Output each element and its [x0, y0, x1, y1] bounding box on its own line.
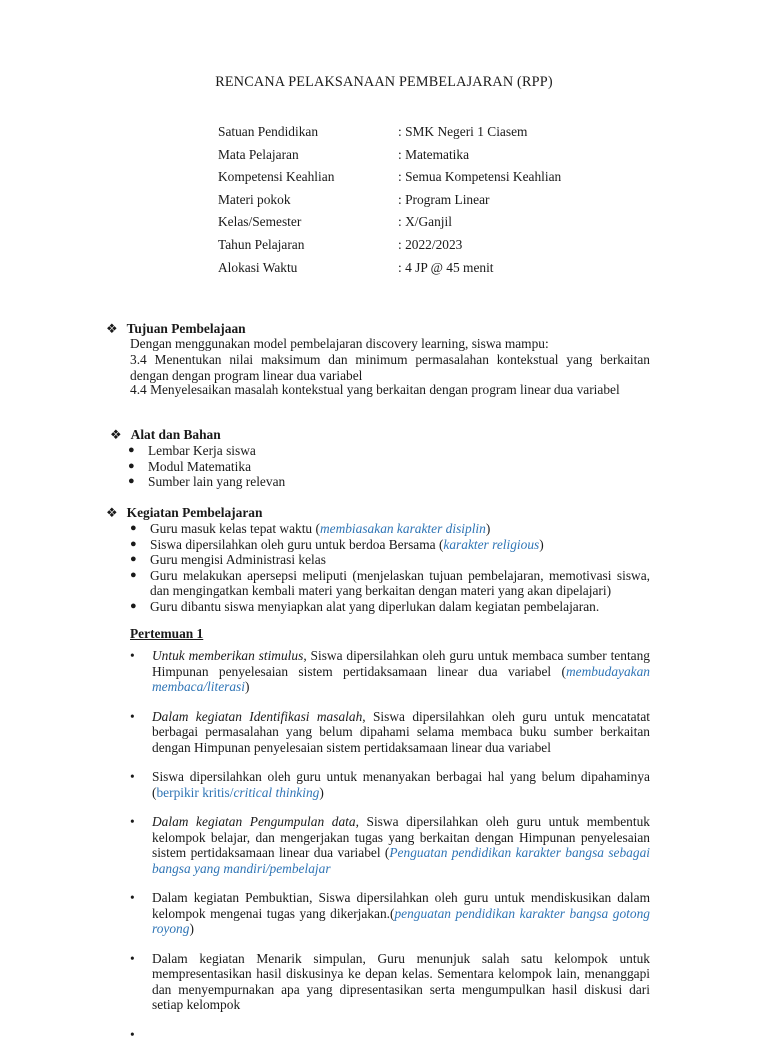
identity-label: Mata Pelajaran — [218, 147, 398, 170]
identity-label: Materi pokok — [218, 192, 398, 215]
list-item — [128, 537, 650, 553]
bullet-icon: • — [130, 709, 135, 725]
close-paren: ) — [189, 921, 193, 936]
list-item-text: Dalam kegiatan Pembuktian, Siswa dipersilahkan oleh guru untuk mendiskusikan dalam kelompok mengenai tugas yang dikerjakan.( — [152, 890, 650, 921]
section-heading-text: Tujuan Pembelajaan — [127, 321, 246, 337]
section-heading-tujuan — [106, 321, 246, 337]
list-item-text: , Siswa dipersilahkan oleh guru untuk mencatatat berbagai permasalahan yang belum dipahami selama membaca buku sumber berkaitan dengan Himpunan penyelesaian sistem pertidaksamaan linear dua variabel — [152, 709, 650, 755]
list-item — [130, 709, 650, 756]
list-item — [126, 474, 648, 490]
list-item-text: Guru mengisi Administrasi kelas — [150, 552, 326, 567]
list-item — [128, 552, 650, 568]
character-note: karakter religious — [443, 537, 539, 552]
list-item-text: Dalam kegiatan Menarik simpulan, Guru menunjuk salah satu kelompok untuk mempresentasikan hasil diskusinya ke depan kelas. Sementara kelompok lain, menanggapi dan menyempurnakan apa yang dipresentasikan serta mengumpulkan hasil diskusi dari setiap kelompok — [152, 951, 650, 1013]
identity-label: Alokasi Waktu — [218, 260, 398, 283]
list-item-text: , Siswa dipersilahkan oleh guru untuk membentuk kelompok belajar, dan mengerjakan tugas yang berkaitan dengan Himpunan penyelesaian sistem pertidaksamaan linear dua variabel ( — [152, 814, 650, 860]
list-item — [130, 890, 650, 937]
diamond-bullet-icon: ❖ — [110, 427, 122, 443]
bullet-icon: • — [130, 1027, 135, 1042]
bullet-icon: • — [130, 890, 135, 906]
activity-stage: Dalam kegiatan Identifikasi masalah — [152, 709, 362, 724]
alat-list — [126, 443, 648, 490]
identity-value: : SMK Negeri 1 Ciasem — [398, 124, 527, 147]
activity-stage: Untuk memberikan stimulus — [152, 648, 303, 663]
identity-label: Kelas/Semester — [218, 214, 398, 237]
list-item — [126, 459, 648, 475]
diamond-bullet-icon: ❖ — [106, 505, 118, 521]
list-item-text: Guru melakukan apersepsi meliputi (menjelaskan tujuan pembelajaran, memotivasi siswa, dan mengingatkan kembali materi yang berkaitan dengan materi yang akan dipelajari) — [150, 568, 650, 599]
section-heading-alat — [110, 427, 221, 443]
close-paren: ) — [486, 521, 490, 536]
identity-value: : Semua Kompetensi Keahlian — [398, 169, 561, 192]
identity-row — [218, 192, 561, 215]
list-item — [130, 951, 650, 1013]
list-item-text: Guru dibantu siswa menyiapkan alat yang diperlukan dalam kegiatan pembelajaran. — [150, 599, 599, 614]
list-item-text: Siswa dipersilahkan oleh guru untuk berdoa Bersama ( — [150, 537, 443, 552]
character-note-english: critical thinking — [233, 785, 319, 800]
identity-table — [218, 124, 561, 282]
list-item-text: Modul Matematika — [148, 459, 251, 474]
list-item-text: , Siswa dipersilahkan oleh guru untuk membaca sumber tentang Himpunan penyelesaian sistem pertidaksamaan linear dua variabel ( — [152, 648, 650, 679]
list-item-text: Guru masuk kelas tepat waktu ( — [150, 521, 320, 536]
list-item-text: Lembar Kerja siswa — [148, 443, 256, 458]
diamond-bullet-icon: ❖ — [106, 321, 118, 337]
identity-label: Tahun Pelajaran — [218, 237, 398, 260]
bullet-icon: ● — [128, 474, 135, 490]
activity-stage: Dalam kegiatan Pengumpulan data — [152, 814, 356, 829]
identity-value: : Matematika — [398, 147, 469, 170]
identity-value: : 2022/2023 — [398, 237, 462, 260]
bullet-icon: ● — [130, 552, 137, 568]
close-paren: ) — [539, 537, 543, 552]
section-heading-text: Alat dan Bahan — [131, 427, 221, 443]
bullet-icon: ● — [130, 521, 137, 537]
character-note: berpikir kritis/ — [156, 785, 233, 800]
bullet-icon: • — [130, 951, 135, 967]
identity-row — [218, 169, 561, 192]
section-heading-text: Kegiatan Pembelajaran — [127, 505, 263, 521]
section-heading-kegiatan — [106, 505, 262, 521]
bullet-icon: • — [130, 769, 135, 785]
character-note: Penguatan pendidikan karakter bangsa sebagai bangsa yang mandiri/pembelajar — [152, 845, 650, 876]
identity-row — [218, 124, 561, 147]
bullet-icon: ● — [130, 537, 137, 553]
identity-value: : 4 JP @ 45 menit — [398, 260, 494, 283]
bullet-icon: ● — [128, 443, 135, 459]
identity-row — [218, 237, 561, 260]
character-note: penguatan pendidikan karakter bangsa gotong royong — [152, 906, 650, 937]
bullet-icon: • — [130, 648, 135, 664]
list-item — [130, 814, 650, 876]
identity-label: Kompetensi Keahlian — [218, 169, 398, 192]
list-item — [128, 521, 650, 537]
identity-row — [218, 147, 561, 170]
list-item — [130, 769, 650, 800]
tujuan-intro: Dengan menggunakan model pembelajaran discovery learning, siswa mampu: — [130, 336, 650, 352]
document-title: RENCANA PELAKSANAAN PEMBELAJARAN (RPP) — [0, 75, 768, 91]
tujuan-competency-3-4: 3.4 Menentukan nilai maksimum dan minimum permasalahan kontekstual yang berkaitan dengan dengan program linear dua variabel — [130, 352, 650, 383]
bullet-icon: ● — [130, 599, 137, 615]
close-paren: ) — [245, 679, 249, 694]
bullet-icon: ● — [128, 459, 135, 475]
list-item-text: Sumber lain yang relevan — [148, 474, 285, 489]
identity-row — [218, 260, 561, 283]
close-paren: ) — [319, 785, 323, 800]
character-note: membudayakan membaca/literasi — [152, 664, 650, 695]
identity-row — [218, 214, 561, 237]
list-item — [128, 599, 650, 615]
identity-label: Satuan Pendidikan — [218, 124, 398, 147]
list-item-text: Siswa dipersilahkan oleh guru untuk menanyakan berbagai hal yang belum dipahaminya ( — [152, 769, 650, 800]
bullet-icon: • — [130, 814, 135, 830]
pertemuan-activity-list — [130, 648, 650, 1027]
list-item — [128, 568, 650, 599]
identity-value: : Program Linear — [398, 192, 489, 215]
pertemuan-heading: Pertemuan 1 — [130, 626, 203, 642]
tujuan-competency-4-4: 4.4 Menyelesaikan masalah kontekstual yang berkaitan dengan program linear dua variabel — [130, 382, 650, 398]
bullet-icon: ● — [130, 568, 137, 584]
kegiatan-list — [128, 521, 650, 614]
character-note: membiasakan karakter disiplin — [320, 521, 486, 536]
identity-value: : X/Ganjil — [398, 214, 452, 237]
list-item — [130, 648, 650, 695]
list-item — [126, 443, 648, 459]
